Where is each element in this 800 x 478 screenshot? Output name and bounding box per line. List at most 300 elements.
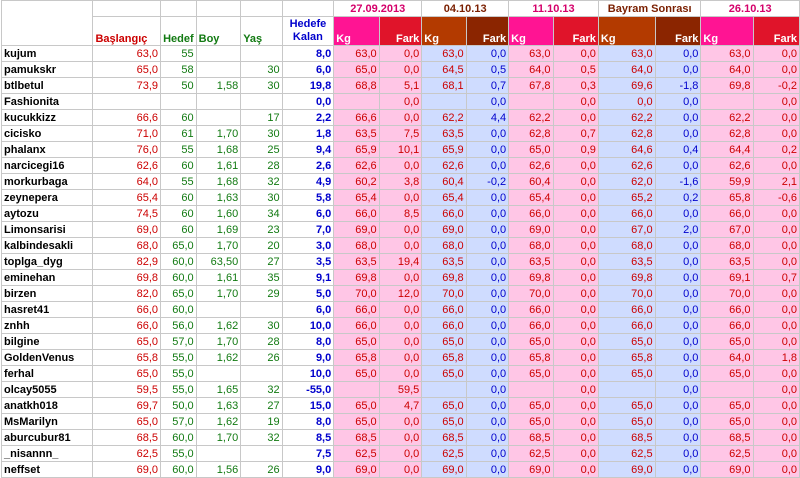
fark-cell[interactable]: 0,0 bbox=[753, 398, 799, 414]
boy-cell[interactable] bbox=[196, 446, 241, 462]
kg-cell[interactable]: 68,8 bbox=[334, 78, 379, 94]
kg-cell[interactable]: 66,0 bbox=[334, 206, 379, 222]
kg-cell[interactable]: 60,4 bbox=[509, 174, 553, 190]
participant-name-cell[interactable]: neffset bbox=[2, 462, 93, 478]
participant-name-cell[interactable]: GoldenVenus bbox=[2, 350, 93, 366]
yas-cell[interactable]: 30 bbox=[241, 190, 282, 206]
boy-cell[interactable]: 63,50 bbox=[196, 254, 241, 270]
boy-cell[interactable]: 1,70 bbox=[196, 334, 241, 350]
fark-cell[interactable]: 0,0 bbox=[655, 382, 701, 398]
yas-cell[interactable]: 23 bbox=[241, 222, 282, 238]
hedefe-kalan-cell[interactable]: 1,8 bbox=[282, 126, 334, 142]
fark-cell[interactable]: 0,0 bbox=[753, 222, 799, 238]
kg-cell[interactable]: 65,0 bbox=[334, 366, 379, 382]
kg-cell[interactable] bbox=[422, 382, 466, 398]
fark-cell[interactable]: 0,0 bbox=[655, 94, 701, 110]
fark-cell[interactable]: 0,0 bbox=[655, 430, 701, 446]
fark-cell[interactable]: 0,0 bbox=[753, 126, 799, 142]
yas-cell[interactable]: 32 bbox=[241, 382, 282, 398]
fark-cell[interactable]: 0,0 bbox=[553, 110, 598, 126]
yas-cell[interactable]: 26 bbox=[241, 462, 282, 478]
kg-cell[interactable]: 66,0 bbox=[701, 318, 753, 334]
boy-cell[interactable]: 1,62 bbox=[196, 350, 241, 366]
hedef-cell[interactable]: 60 bbox=[161, 190, 197, 206]
fark-cell[interactable]: 0,0 bbox=[753, 94, 799, 110]
fark-cell[interactable]: 0,0 bbox=[553, 350, 598, 366]
baslangic-cell[interactable]: 68,0 bbox=[93, 238, 161, 254]
yas-cell[interactable]: 26 bbox=[241, 350, 282, 366]
fark-cell[interactable]: 0,5 bbox=[553, 62, 598, 78]
fark-cell[interactable]: 0,7 bbox=[753, 270, 799, 286]
hedef-cell[interactable]: 50,0 bbox=[161, 398, 197, 414]
participant-name-cell[interactable]: kalbindesakli bbox=[2, 238, 93, 254]
yas-cell[interactable]: 27 bbox=[241, 398, 282, 414]
fark-cell[interactable]: 0,0 bbox=[753, 334, 799, 350]
participant-name-cell[interactable]: kujum bbox=[2, 46, 93, 62]
kg-cell[interactable]: 68,5 bbox=[701, 430, 753, 446]
hedef-cell[interactable]: 55,0 bbox=[161, 446, 197, 462]
fark-cell[interactable]: 0,0 bbox=[553, 158, 598, 174]
hedef-cell[interactable]: 60,0 bbox=[161, 430, 197, 446]
hedefe-kalan-cell[interactable]: 8,0 bbox=[282, 46, 334, 62]
kg-cell[interactable]: 63,5 bbox=[422, 126, 466, 142]
kg-cell[interactable]: 68,0 bbox=[334, 238, 379, 254]
fark-cell[interactable]: 0,0 bbox=[753, 254, 799, 270]
date-header[interactable]: 26.10.13 bbox=[701, 1, 800, 17]
participant-name-cell[interactable]: birzen bbox=[2, 286, 93, 302]
kg-cell[interactable]: 68,5 bbox=[422, 430, 466, 446]
kg-cell[interactable]: 65,0 bbox=[509, 398, 553, 414]
fark-cell[interactable]: 0,0 bbox=[466, 350, 509, 366]
kg-cell[interactable]: 65,0 bbox=[509, 142, 553, 158]
boy-cell[interactable] bbox=[196, 62, 241, 78]
boy-cell[interactable] bbox=[196, 46, 241, 62]
boy-cell[interactable]: 1,58 bbox=[196, 78, 241, 94]
kg-cell[interactable]: 65,0 bbox=[701, 398, 753, 414]
baslangic-cell[interactable]: 82,9 bbox=[93, 254, 161, 270]
fark-cell[interactable]: 0,0 bbox=[655, 62, 701, 78]
kg-cell[interactable]: 65,0 bbox=[701, 334, 753, 350]
boy-cell[interactable]: 1,56 bbox=[196, 462, 241, 478]
fark-cell[interactable]: 0,0 bbox=[553, 254, 598, 270]
kg-cell[interactable]: 70,0 bbox=[334, 286, 379, 302]
kg-cell[interactable]: 65,8 bbox=[598, 350, 655, 366]
fark-cell[interactable]: 0,0 bbox=[553, 398, 598, 414]
fark-cell[interactable]: 4,4 bbox=[466, 110, 509, 126]
fark-cell[interactable]: 0,0 bbox=[379, 334, 422, 350]
hedef-cell[interactable]: 55,0 bbox=[161, 350, 197, 366]
kg-cell[interactable]: 62,5 bbox=[701, 446, 753, 462]
fark-cell[interactable]: 0,0 bbox=[379, 430, 422, 446]
header-kg[interactable]: Kg bbox=[422, 17, 466, 46]
baslangic-cell[interactable]: 64,0 bbox=[93, 174, 161, 190]
kg-cell[interactable]: 65,4 bbox=[334, 190, 379, 206]
kg-cell[interactable]: 62,2 bbox=[509, 110, 553, 126]
hedefe-kalan-cell[interactable]: 9,4 bbox=[282, 142, 334, 158]
kg-cell[interactable]: 65,4 bbox=[422, 190, 466, 206]
kg-cell[interactable]: 65,0 bbox=[509, 366, 553, 382]
hedef-cell[interactable] bbox=[161, 94, 197, 110]
fark-cell[interactable]: 0,0 bbox=[753, 158, 799, 174]
kg-cell[interactable]: 66,0 bbox=[598, 302, 655, 318]
kg-cell[interactable] bbox=[701, 94, 753, 110]
fark-cell[interactable]: 2,1 bbox=[753, 174, 799, 190]
fark-cell[interactable]: 0,0 bbox=[379, 238, 422, 254]
boy-cell[interactable]: 1,61 bbox=[196, 270, 241, 286]
kg-cell[interactable]: 63,5 bbox=[334, 126, 379, 142]
fark-cell[interactable]: 0,0 bbox=[553, 206, 598, 222]
fark-cell[interactable]: 12,0 bbox=[379, 286, 422, 302]
hedefe-kalan-cell[interactable]: 7,5 bbox=[282, 446, 334, 462]
kg-cell[interactable]: 67,0 bbox=[701, 222, 753, 238]
boy-cell[interactable]: 1,63 bbox=[196, 190, 241, 206]
kg-cell[interactable]: 68,5 bbox=[334, 430, 379, 446]
fark-cell[interactable]: 0,0 bbox=[379, 302, 422, 318]
hedef-cell[interactable]: 57,0 bbox=[161, 334, 197, 350]
kg-cell[interactable]: 68,0 bbox=[701, 238, 753, 254]
fark-cell[interactable]: 0,0 bbox=[466, 382, 509, 398]
hedefe-kalan-cell[interactable]: 3,0 bbox=[282, 238, 334, 254]
kg-cell[interactable]: 64,0 bbox=[701, 350, 753, 366]
kg-cell[interactable]: 62,6 bbox=[509, 158, 553, 174]
kg-cell[interactable]: 62,8 bbox=[701, 126, 753, 142]
kg-cell[interactable]: 66,6 bbox=[334, 110, 379, 126]
fark-cell[interactable]: 0,0 bbox=[379, 270, 422, 286]
boy-cell[interactable]: 1,70 bbox=[196, 126, 241, 142]
hedef-cell[interactable]: 60,0 bbox=[161, 302, 197, 318]
kg-cell[interactable]: 65,0 bbox=[598, 366, 655, 382]
header-yas[interactable]: Yaş bbox=[241, 17, 282, 46]
kg-cell[interactable]: 66,0 bbox=[701, 206, 753, 222]
kg-cell[interactable]: 69,8 bbox=[598, 270, 655, 286]
kg-cell[interactable]: 64,6 bbox=[598, 142, 655, 158]
yas-cell[interactable] bbox=[241, 366, 282, 382]
hedef-cell[interactable]: 65,0 bbox=[161, 238, 197, 254]
participant-name-cell[interactable]: narcicegi16 bbox=[2, 158, 93, 174]
fark-cell[interactable]: 0,0 bbox=[753, 46, 799, 62]
boy-cell[interactable]: 1,63 bbox=[196, 398, 241, 414]
yas-cell[interactable] bbox=[241, 302, 282, 318]
kg-cell[interactable] bbox=[598, 382, 655, 398]
kg-cell[interactable]: 68,5 bbox=[598, 430, 655, 446]
yas-cell[interactable]: 30 bbox=[241, 126, 282, 142]
fark-cell[interactable]: 4,7 bbox=[379, 398, 422, 414]
baslangic-cell[interactable]: 73,9 bbox=[93, 78, 161, 94]
hedefe-kalan-cell[interactable]: 9,0 bbox=[282, 350, 334, 366]
kg-cell[interactable]: 65,0 bbox=[422, 334, 466, 350]
fark-cell[interactable]: 0,0 bbox=[379, 94, 422, 110]
hedefe-kalan-cell[interactable]: 6,0 bbox=[282, 62, 334, 78]
kg-cell[interactable]: 65,0 bbox=[598, 334, 655, 350]
kg-cell[interactable]: 65,8 bbox=[422, 350, 466, 366]
fark-cell[interactable]: 0,0 bbox=[553, 414, 598, 430]
kg-cell[interactable]: 69,8 bbox=[509, 270, 553, 286]
fark-cell[interactable]: -0,6 bbox=[753, 190, 799, 206]
fark-cell[interactable]: 7,5 bbox=[379, 126, 422, 142]
kg-cell[interactable]: 69,6 bbox=[598, 78, 655, 94]
header-hedefe-kalan[interactable]: Hedefe Kalan bbox=[282, 17, 334, 46]
kg-cell[interactable]: 69,8 bbox=[334, 270, 379, 286]
kg-cell[interactable]: 66,0 bbox=[509, 318, 553, 334]
kg-cell[interactable]: 69,8 bbox=[422, 270, 466, 286]
baslangic-cell[interactable]: 62,6 bbox=[93, 158, 161, 174]
hedefe-kalan-cell[interactable]: 5,0 bbox=[282, 286, 334, 302]
participant-name-cell[interactable]: ferhal bbox=[2, 366, 93, 382]
hedef-cell[interactable]: 60,0 bbox=[161, 254, 197, 270]
kg-cell[interactable]: 69,0 bbox=[598, 462, 655, 478]
hedef-cell[interactable]: 60 bbox=[161, 110, 197, 126]
hedefe-kalan-cell[interactable]: 10,0 bbox=[282, 366, 334, 382]
participant-name-cell[interactable]: morkurbaga bbox=[2, 174, 93, 190]
fark-cell[interactable]: -1,8 bbox=[655, 78, 701, 94]
participant-name-cell[interactable]: aburcubur81 bbox=[2, 430, 93, 446]
yas-cell[interactable]: 19 bbox=[241, 414, 282, 430]
fark-cell[interactable]: 0,0 bbox=[553, 222, 598, 238]
fark-cell[interactable]: 0,0 bbox=[466, 126, 509, 142]
fark-cell[interactable]: 0,0 bbox=[379, 366, 422, 382]
fark-cell[interactable]: 0,0 bbox=[379, 414, 422, 430]
boy-cell[interactable] bbox=[196, 94, 241, 110]
yas-cell[interactable]: 35 bbox=[241, 270, 282, 286]
kg-cell[interactable]: 64,4 bbox=[701, 142, 753, 158]
fark-cell[interactable]: 0,0 bbox=[466, 286, 509, 302]
baslangic-cell[interactable]: 68,5 bbox=[93, 430, 161, 446]
boy-cell[interactable]: 1,68 bbox=[196, 142, 241, 158]
fark-cell[interactable]: 0,0 bbox=[553, 302, 598, 318]
fark-cell[interactable]: 0,0 bbox=[655, 158, 701, 174]
boy-cell[interactable]: 1,62 bbox=[196, 318, 241, 334]
fark-cell[interactable]: 0,0 bbox=[655, 334, 701, 350]
fark-cell[interactable]: 0,0 bbox=[466, 222, 509, 238]
fark-cell[interactable]: 0,4 bbox=[655, 142, 701, 158]
kg-cell[interactable]: 68,0 bbox=[509, 238, 553, 254]
fark-cell[interactable]: 0,0 bbox=[655, 238, 701, 254]
fark-cell[interactable]: 0,0 bbox=[753, 382, 799, 398]
boy-cell[interactable]: 1,65 bbox=[196, 382, 241, 398]
boy-cell[interactable]: 1,70 bbox=[196, 430, 241, 446]
fark-cell[interactable]: 0,0 bbox=[753, 430, 799, 446]
fark-cell[interactable]: 0,7 bbox=[466, 78, 509, 94]
kg-cell[interactable]: 62,2 bbox=[701, 110, 753, 126]
kg-cell[interactable]: 65,0 bbox=[422, 398, 466, 414]
fark-cell[interactable]: 0,0 bbox=[753, 462, 799, 478]
fark-cell[interactable]: 0,7 bbox=[553, 126, 598, 142]
fark-cell[interactable]: 1,8 bbox=[753, 350, 799, 366]
hedef-cell[interactable]: 65,0 bbox=[161, 286, 197, 302]
fark-cell[interactable]: 0,0 bbox=[655, 350, 701, 366]
participant-name-cell[interactable]: anatkh018 bbox=[2, 398, 93, 414]
participant-name-cell[interactable]: zeynepera bbox=[2, 190, 93, 206]
header-fark[interactable]: Fark bbox=[466, 17, 509, 46]
fark-cell[interactable]: 0,0 bbox=[466, 446, 509, 462]
fark-cell[interactable]: 0,0 bbox=[753, 414, 799, 430]
fark-cell[interactable]: 10,1 bbox=[379, 142, 422, 158]
baslangic-cell[interactable]: 66,0 bbox=[93, 318, 161, 334]
fark-cell[interactable]: 0,0 bbox=[466, 318, 509, 334]
hedef-cell[interactable]: 56,0 bbox=[161, 318, 197, 334]
hedefe-kalan-cell[interactable]: 6,0 bbox=[282, 302, 334, 318]
kg-cell[interactable]: 63,0 bbox=[334, 46, 379, 62]
hedef-cell[interactable]: 50 bbox=[161, 78, 197, 94]
fark-cell[interactable]: 0,0 bbox=[553, 94, 598, 110]
participant-name-cell[interactable]: Fashionita bbox=[2, 94, 93, 110]
fark-cell[interactable]: 0,0 bbox=[379, 110, 422, 126]
fark-cell[interactable]: 0,0 bbox=[379, 446, 422, 462]
fark-cell[interactable]: 0,0 bbox=[655, 254, 701, 270]
fark-cell[interactable]: 0,0 bbox=[553, 286, 598, 302]
kg-cell[interactable]: 69,0 bbox=[334, 462, 379, 478]
kg-cell[interactable]: 63,0 bbox=[509, 46, 553, 62]
header-fark[interactable]: Fark bbox=[553, 17, 598, 46]
kg-cell[interactable]: 65,4 bbox=[509, 190, 553, 206]
kg-cell[interactable]: 66,0 bbox=[598, 206, 655, 222]
kg-cell[interactable]: 68,5 bbox=[509, 430, 553, 446]
kg-cell[interactable]: 68,1 bbox=[422, 78, 466, 94]
kg-cell[interactable]: 62,8 bbox=[598, 126, 655, 142]
hedefe-kalan-cell[interactable]: 19,8 bbox=[282, 78, 334, 94]
boy-cell[interactable]: 1,70 bbox=[196, 238, 241, 254]
kg-cell[interactable]: 69,0 bbox=[509, 462, 553, 478]
fark-cell[interactable]: 0,0 bbox=[655, 398, 701, 414]
fark-cell[interactable]: 0,0 bbox=[655, 366, 701, 382]
hedef-cell[interactable]: 61 bbox=[161, 126, 197, 142]
hedefe-kalan-cell[interactable]: 10,0 bbox=[282, 318, 334, 334]
fark-cell[interactable]: 0,0 bbox=[655, 462, 701, 478]
hedefe-kalan-cell[interactable]: 3,5 bbox=[282, 254, 334, 270]
baslangic-cell[interactable]: 69,8 bbox=[93, 270, 161, 286]
participant-name-cell[interactable]: _nisannn_ bbox=[2, 446, 93, 462]
kg-cell[interactable]: 69,0 bbox=[701, 462, 753, 478]
baslangic-cell[interactable]: 69,7 bbox=[93, 398, 161, 414]
kg-cell[interactable]: 63,5 bbox=[334, 254, 379, 270]
kg-cell[interactable]: 62,5 bbox=[509, 446, 553, 462]
fark-cell[interactable]: 0,0 bbox=[753, 446, 799, 462]
hedefe-kalan-cell[interactable]: 6,0 bbox=[282, 206, 334, 222]
hedefe-kalan-cell[interactable]: 8,5 bbox=[282, 430, 334, 446]
participant-name-cell[interactable]: olcay5055 bbox=[2, 382, 93, 398]
yas-cell[interactable] bbox=[241, 446, 282, 462]
fark-cell[interactable]: 0,0 bbox=[553, 446, 598, 462]
boy-cell[interactable]: 1,70 bbox=[196, 286, 241, 302]
kg-cell[interactable]: 70,0 bbox=[598, 286, 655, 302]
fark-cell[interactable]: 5,1 bbox=[379, 78, 422, 94]
kg-cell[interactable]: 66,0 bbox=[422, 302, 466, 318]
fark-cell[interactable]: 0,0 bbox=[466, 462, 509, 478]
baslangic-cell[interactable]: 65,0 bbox=[93, 366, 161, 382]
fark-cell[interactable]: 0,0 bbox=[379, 462, 422, 478]
fark-cell[interactable]: 0,0 bbox=[466, 398, 509, 414]
fark-cell[interactable]: 0,0 bbox=[466, 430, 509, 446]
fark-cell[interactable]: 0,0 bbox=[553, 430, 598, 446]
participant-name-cell[interactable]: pamukskr bbox=[2, 62, 93, 78]
kg-cell[interactable]: 65,0 bbox=[334, 334, 379, 350]
kg-cell[interactable]: 65,0 bbox=[598, 414, 655, 430]
fark-cell[interactable]: 0,0 bbox=[379, 46, 422, 62]
fark-cell[interactable]: 0,0 bbox=[379, 190, 422, 206]
fark-cell[interactable]: 59,5 bbox=[379, 382, 422, 398]
hedefe-kalan-cell[interactable]: 5,8 bbox=[282, 190, 334, 206]
fark-cell[interactable]: 0,2 bbox=[753, 142, 799, 158]
kg-cell[interactable]: 69,8 bbox=[701, 78, 753, 94]
fark-cell[interactable]: 0,0 bbox=[655, 46, 701, 62]
fark-cell[interactable]: 0,0 bbox=[553, 366, 598, 382]
baslangic-cell[interactable]: 74,5 bbox=[93, 206, 161, 222]
header-fark[interactable]: Fark bbox=[753, 17, 799, 46]
hedef-cell[interactable]: 55,0 bbox=[161, 382, 197, 398]
participant-name-cell[interactable]: aytozu bbox=[2, 206, 93, 222]
kg-cell[interactable]: 63,5 bbox=[422, 254, 466, 270]
baslangic-cell[interactable]: 65,0 bbox=[93, 62, 161, 78]
kg-cell[interactable]: 65,0 bbox=[701, 366, 753, 382]
kg-cell[interactable]: 65,0 bbox=[509, 334, 553, 350]
fark-cell[interactable]: 0,0 bbox=[466, 158, 509, 174]
header-fark[interactable]: Fark bbox=[379, 17, 422, 46]
fark-cell[interactable]: 0,0 bbox=[466, 302, 509, 318]
kg-cell[interactable]: 65,0 bbox=[509, 414, 553, 430]
hedefe-kalan-cell[interactable]: 9,0 bbox=[282, 462, 334, 478]
baslangic-cell[interactable]: 63,0 bbox=[93, 46, 161, 62]
boy-cell[interactable]: 1,69 bbox=[196, 222, 241, 238]
kg-cell[interactable]: 60,2 bbox=[334, 174, 379, 190]
fark-cell[interactable]: 0,0 bbox=[655, 414, 701, 430]
fark-cell[interactable]: 0,0 bbox=[466, 190, 509, 206]
fark-cell[interactable]: 0,0 bbox=[379, 158, 422, 174]
kg-cell[interactable]: 62,6 bbox=[334, 158, 379, 174]
fark-cell[interactable]: 0,0 bbox=[753, 238, 799, 254]
hedefe-kalan-cell[interactable]: 2,6 bbox=[282, 158, 334, 174]
fark-cell[interactable]: 0,0 bbox=[753, 318, 799, 334]
hedef-cell[interactable]: 60 bbox=[161, 206, 197, 222]
baslangic-cell[interactable]: 69,0 bbox=[93, 222, 161, 238]
yas-cell[interactable]: 27 bbox=[241, 254, 282, 270]
fark-cell[interactable]: 0,0 bbox=[553, 46, 598, 62]
kg-cell[interactable]: 62,6 bbox=[701, 158, 753, 174]
participant-name-cell[interactable]: MsMarilyn bbox=[2, 414, 93, 430]
participant-name-cell[interactable]: Limonsarisi bbox=[2, 222, 93, 238]
yas-cell[interactable]: 17 bbox=[241, 110, 282, 126]
date-header[interactable]: 04.10.13 bbox=[422, 1, 509, 17]
yas-cell[interactable]: 25 bbox=[241, 142, 282, 158]
kg-cell[interactable]: 62,5 bbox=[598, 446, 655, 462]
fark-cell[interactable]: 0,0 bbox=[753, 110, 799, 126]
fark-cell[interactable]: 0,0 bbox=[379, 350, 422, 366]
kg-cell[interactable]: 65,0 bbox=[422, 414, 466, 430]
fark-cell[interactable]: 0,0 bbox=[553, 334, 598, 350]
fark-cell[interactable]: 0,0 bbox=[553, 318, 598, 334]
fark-cell[interactable]: 0,0 bbox=[379, 222, 422, 238]
fark-cell[interactable]: 0,3 bbox=[553, 78, 598, 94]
fark-cell[interactable]: 0,0 bbox=[655, 270, 701, 286]
hedefe-kalan-cell[interactable]: 2,2 bbox=[282, 110, 334, 126]
baslangic-cell[interactable]: 65,0 bbox=[93, 334, 161, 350]
fark-cell[interactable]: 0,9 bbox=[553, 142, 598, 158]
yas-cell[interactable] bbox=[241, 94, 282, 110]
yas-cell[interactable]: 32 bbox=[241, 430, 282, 446]
date-header[interactable]: 27.09.2013 bbox=[334, 1, 422, 17]
kg-cell[interactable]: 63,5 bbox=[509, 254, 553, 270]
hedefe-kalan-cell[interactable]: 7,0 bbox=[282, 222, 334, 238]
fark-cell[interactable]: 0,0 bbox=[553, 174, 598, 190]
kg-cell[interactable]: 64,0 bbox=[509, 62, 553, 78]
kg-cell[interactable]: 63,0 bbox=[598, 46, 655, 62]
yas-cell[interactable]: 30 bbox=[241, 318, 282, 334]
kg-cell[interactable]: 66,0 bbox=[701, 302, 753, 318]
kg-cell[interactable]: 69,0 bbox=[422, 462, 466, 478]
yas-cell[interactable] bbox=[241, 46, 282, 62]
fark-cell[interactable]: 0,0 bbox=[466, 254, 509, 270]
fark-cell[interactable]: 0,0 bbox=[655, 318, 701, 334]
fark-cell[interactable]: 19,4 bbox=[379, 254, 422, 270]
